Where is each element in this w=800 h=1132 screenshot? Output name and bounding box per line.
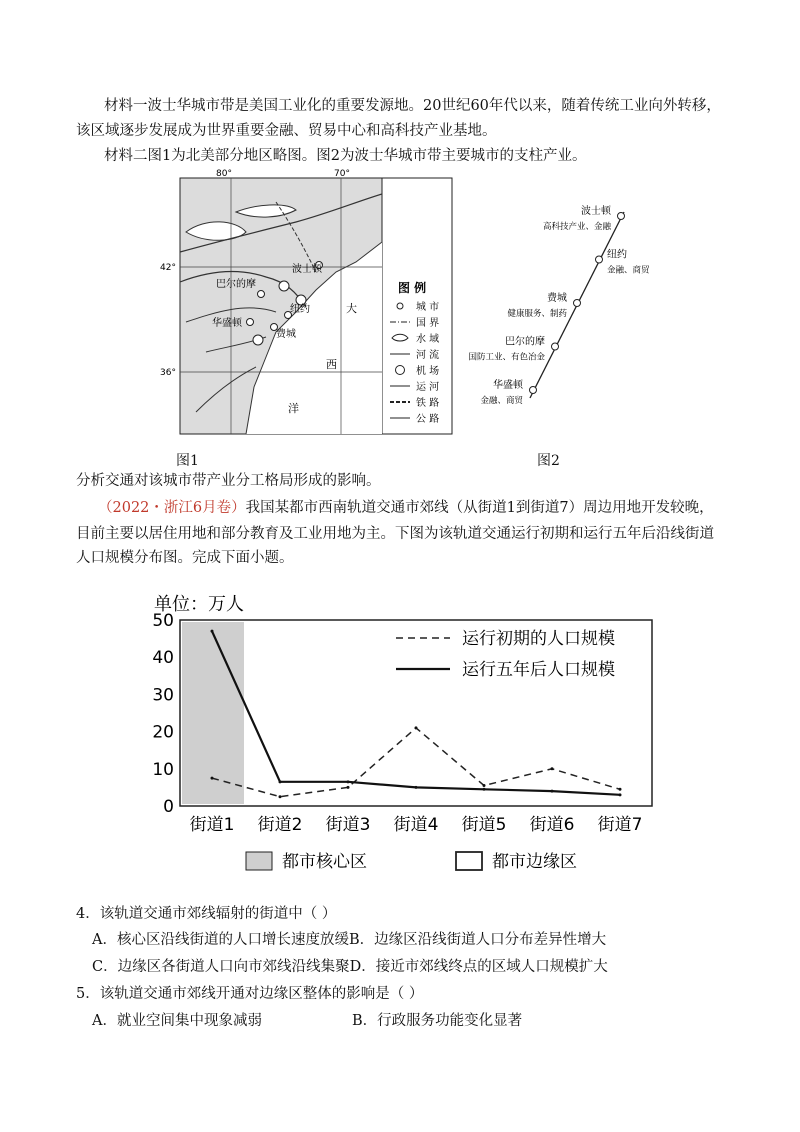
- figure2-caption: 图2: [537, 453, 560, 469]
- legend-label: 河 流: [416, 350, 440, 361]
- source-tag: （2022・浙江6月卷）: [98, 500, 246, 516]
- city-name: 纽约: [607, 249, 627, 261]
- city-label: 巴尔的摩: [216, 279, 256, 290]
- city-marker-baltimore: [258, 291, 265, 298]
- city-marker-washington: [247, 319, 254, 326]
- legend-label: 运 河: [416, 382, 440, 393]
- city-name: 费城: [547, 293, 567, 304]
- point-initial: [551, 767, 554, 770]
- legend-label: 公 路: [416, 414, 440, 425]
- x-tick-label: 街道7: [597, 815, 643, 835]
- point-five-years: [211, 630, 214, 633]
- city-name: 巴尔的摩: [505, 336, 545, 348]
- population-chart: [150, 582, 670, 882]
- point-five-years: [619, 793, 622, 796]
- q5-stem: 5．该轨道交通市郊线开通对边缘区整体的影响是（ ）: [76, 986, 424, 1002]
- x-tick-label: 街道3: [325, 815, 371, 835]
- legend-label-initial: 运行初期的人口规模: [462, 629, 615, 649]
- industry-list: [468, 204, 650, 406]
- point-initial: [483, 784, 486, 787]
- city-industry: 金融、商贸: [607, 265, 650, 276]
- material2: 材料二图1为北美部分地区略图。图2为波士华城市带主要城市的支柱产业。: [104, 148, 587, 164]
- zone-swatch-edge: [456, 852, 482, 870]
- legend-symbol: [392, 334, 408, 341]
- material1-line2: 该区域逐步发展成为世界重要金融、贸易中心和高科技产业基地。: [76, 123, 497, 139]
- y-tick-label: 10: [152, 759, 174, 780]
- q4-option-b[interactable]: B．边缘区沿线街道人口分布差异性增大: [348, 932, 607, 948]
- x-tick-label: 街道6: [529, 815, 575, 835]
- lat-label: 42°: [160, 263, 176, 273]
- ocean-label: 西: [326, 358, 337, 371]
- zone-label-edge: 都市边缘区: [492, 852, 577, 872]
- passage-line1: [98, 498, 714, 518]
- q5-option-b[interactable]: B．行政服务功能变化显著: [352, 1013, 523, 1029]
- north-america-map: [160, 169, 456, 438]
- lon-label: 80°: [216, 169, 232, 179]
- ocean-label: 洋: [288, 402, 299, 415]
- q4-options-ab: [92, 930, 606, 950]
- city-industry: 国防工业、有色冶金: [468, 352, 545, 363]
- city-name: 华盛顿: [493, 380, 523, 391]
- point-initial: [415, 726, 418, 729]
- city-label: 费城: [276, 329, 296, 340]
- city-node: [618, 213, 625, 220]
- legend-symbol: [396, 366, 405, 375]
- x-axis: [190, 815, 643, 835]
- q4-option-c[interactable]: C．边缘区各街道人口向市郊线沿线集聚: [92, 959, 350, 975]
- point-initial: [619, 788, 622, 791]
- lat-label: 36°: [160, 368, 176, 378]
- zone-swatch-core: [246, 852, 272, 870]
- x-tick-label: 街道2: [257, 815, 303, 835]
- legend-label-five-years: 运行五年后人口规模: [462, 660, 615, 680]
- point-five-years: [483, 788, 486, 791]
- zone-label-core: 都市核心区: [282, 852, 367, 872]
- city-industry-diagram: [470, 196, 660, 406]
- lon-label: 70°: [334, 169, 350, 179]
- city-industry: 健康服务、制药: [507, 309, 567, 319]
- city-industry: 高科技产业、金融: [542, 222, 611, 232]
- q5-option-a[interactable]: A．就业空间集中现象减弱: [92, 1013, 262, 1029]
- city-label: 纽约: [290, 304, 310, 315]
- q4-stem: 4．该轨道交通市郊线辐射的街道中（ ）: [76, 906, 337, 922]
- point-five-years: [551, 790, 554, 793]
- y-tick-label: 30: [152, 685, 174, 706]
- point-five-years: [279, 780, 282, 783]
- point-initial: [347, 786, 350, 789]
- city-node: [552, 343, 559, 350]
- city-node: [530, 387, 537, 394]
- q4-option-d[interactable]: D．接近市郊线终点的区域人口规模扩大: [349, 959, 608, 975]
- legend-title: 图 例: [398, 281, 427, 295]
- chart-title: 单位：万人: [154, 594, 244, 615]
- y-tick-label: 40: [152, 648, 174, 669]
- x-tick-label: 街道5: [461, 815, 507, 835]
- legend-symbol: [397, 303, 403, 309]
- passage-line2: 目前主要以居住用地和部分教育及工业用地为主。下图为该轨道交通运行初期和运行五年后沿线街道: [76, 526, 714, 542]
- legend-label: 城 市: [416, 302, 440, 313]
- q4-option-a[interactable]: A．核心区沿线街道的人口增长速度放缓: [92, 932, 349, 948]
- figure1-caption: 图1: [176, 453, 199, 469]
- legend-label: 国 界: [416, 318, 440, 329]
- city-node: [596, 256, 603, 263]
- legend-label: 机 场: [416, 366, 440, 377]
- question-intro: 分析交通对该城市带产业分工格局形成的影响。: [76, 473, 381, 489]
- city-label: 华盛顿: [212, 318, 242, 329]
- airport-icon: [279, 281, 289, 291]
- passage-text: 我国某都市西南轨道交通市郊线（从街道1到街道7）周边用地开发较晚，: [245, 500, 714, 516]
- airport-icon: [253, 335, 263, 345]
- point-initial: [279, 795, 282, 798]
- x-tick-label: 街道4: [393, 815, 439, 835]
- y-tick-label: 20: [152, 722, 174, 743]
- core-zone-band: [182, 622, 244, 804]
- point-initial: [211, 777, 214, 780]
- y-axis: [152, 611, 174, 817]
- passage-line3: 人口规模分布图。完成下面小题。: [76, 550, 294, 566]
- point-five-years: [347, 780, 350, 783]
- legend-label: 铁 路: [416, 398, 440, 409]
- data-points: [211, 630, 622, 799]
- ocean-label: 大: [346, 302, 357, 315]
- series-line-five-years: [212, 631, 620, 795]
- city-node: [574, 300, 581, 307]
- y-tick-label: 50: [152, 611, 174, 631]
- city-name: 波士顿: [581, 206, 611, 217]
- city-label: 波士顿: [292, 264, 322, 275]
- city-industry: 金融、商贸: [480, 396, 523, 406]
- material1-line1: 材料一波士华城市带是美国工业化的重要发源地。20世纪60年代以来，随着传统工业向外转移，: [104, 98, 721, 114]
- q4-options-cd: [92, 957, 608, 977]
- x-tick-label: 街道1: [189, 815, 235, 835]
- y-tick-label: 0: [163, 797, 174, 817]
- legend-label: 水 域: [416, 334, 440, 345]
- point-five-years: [415, 786, 418, 789]
